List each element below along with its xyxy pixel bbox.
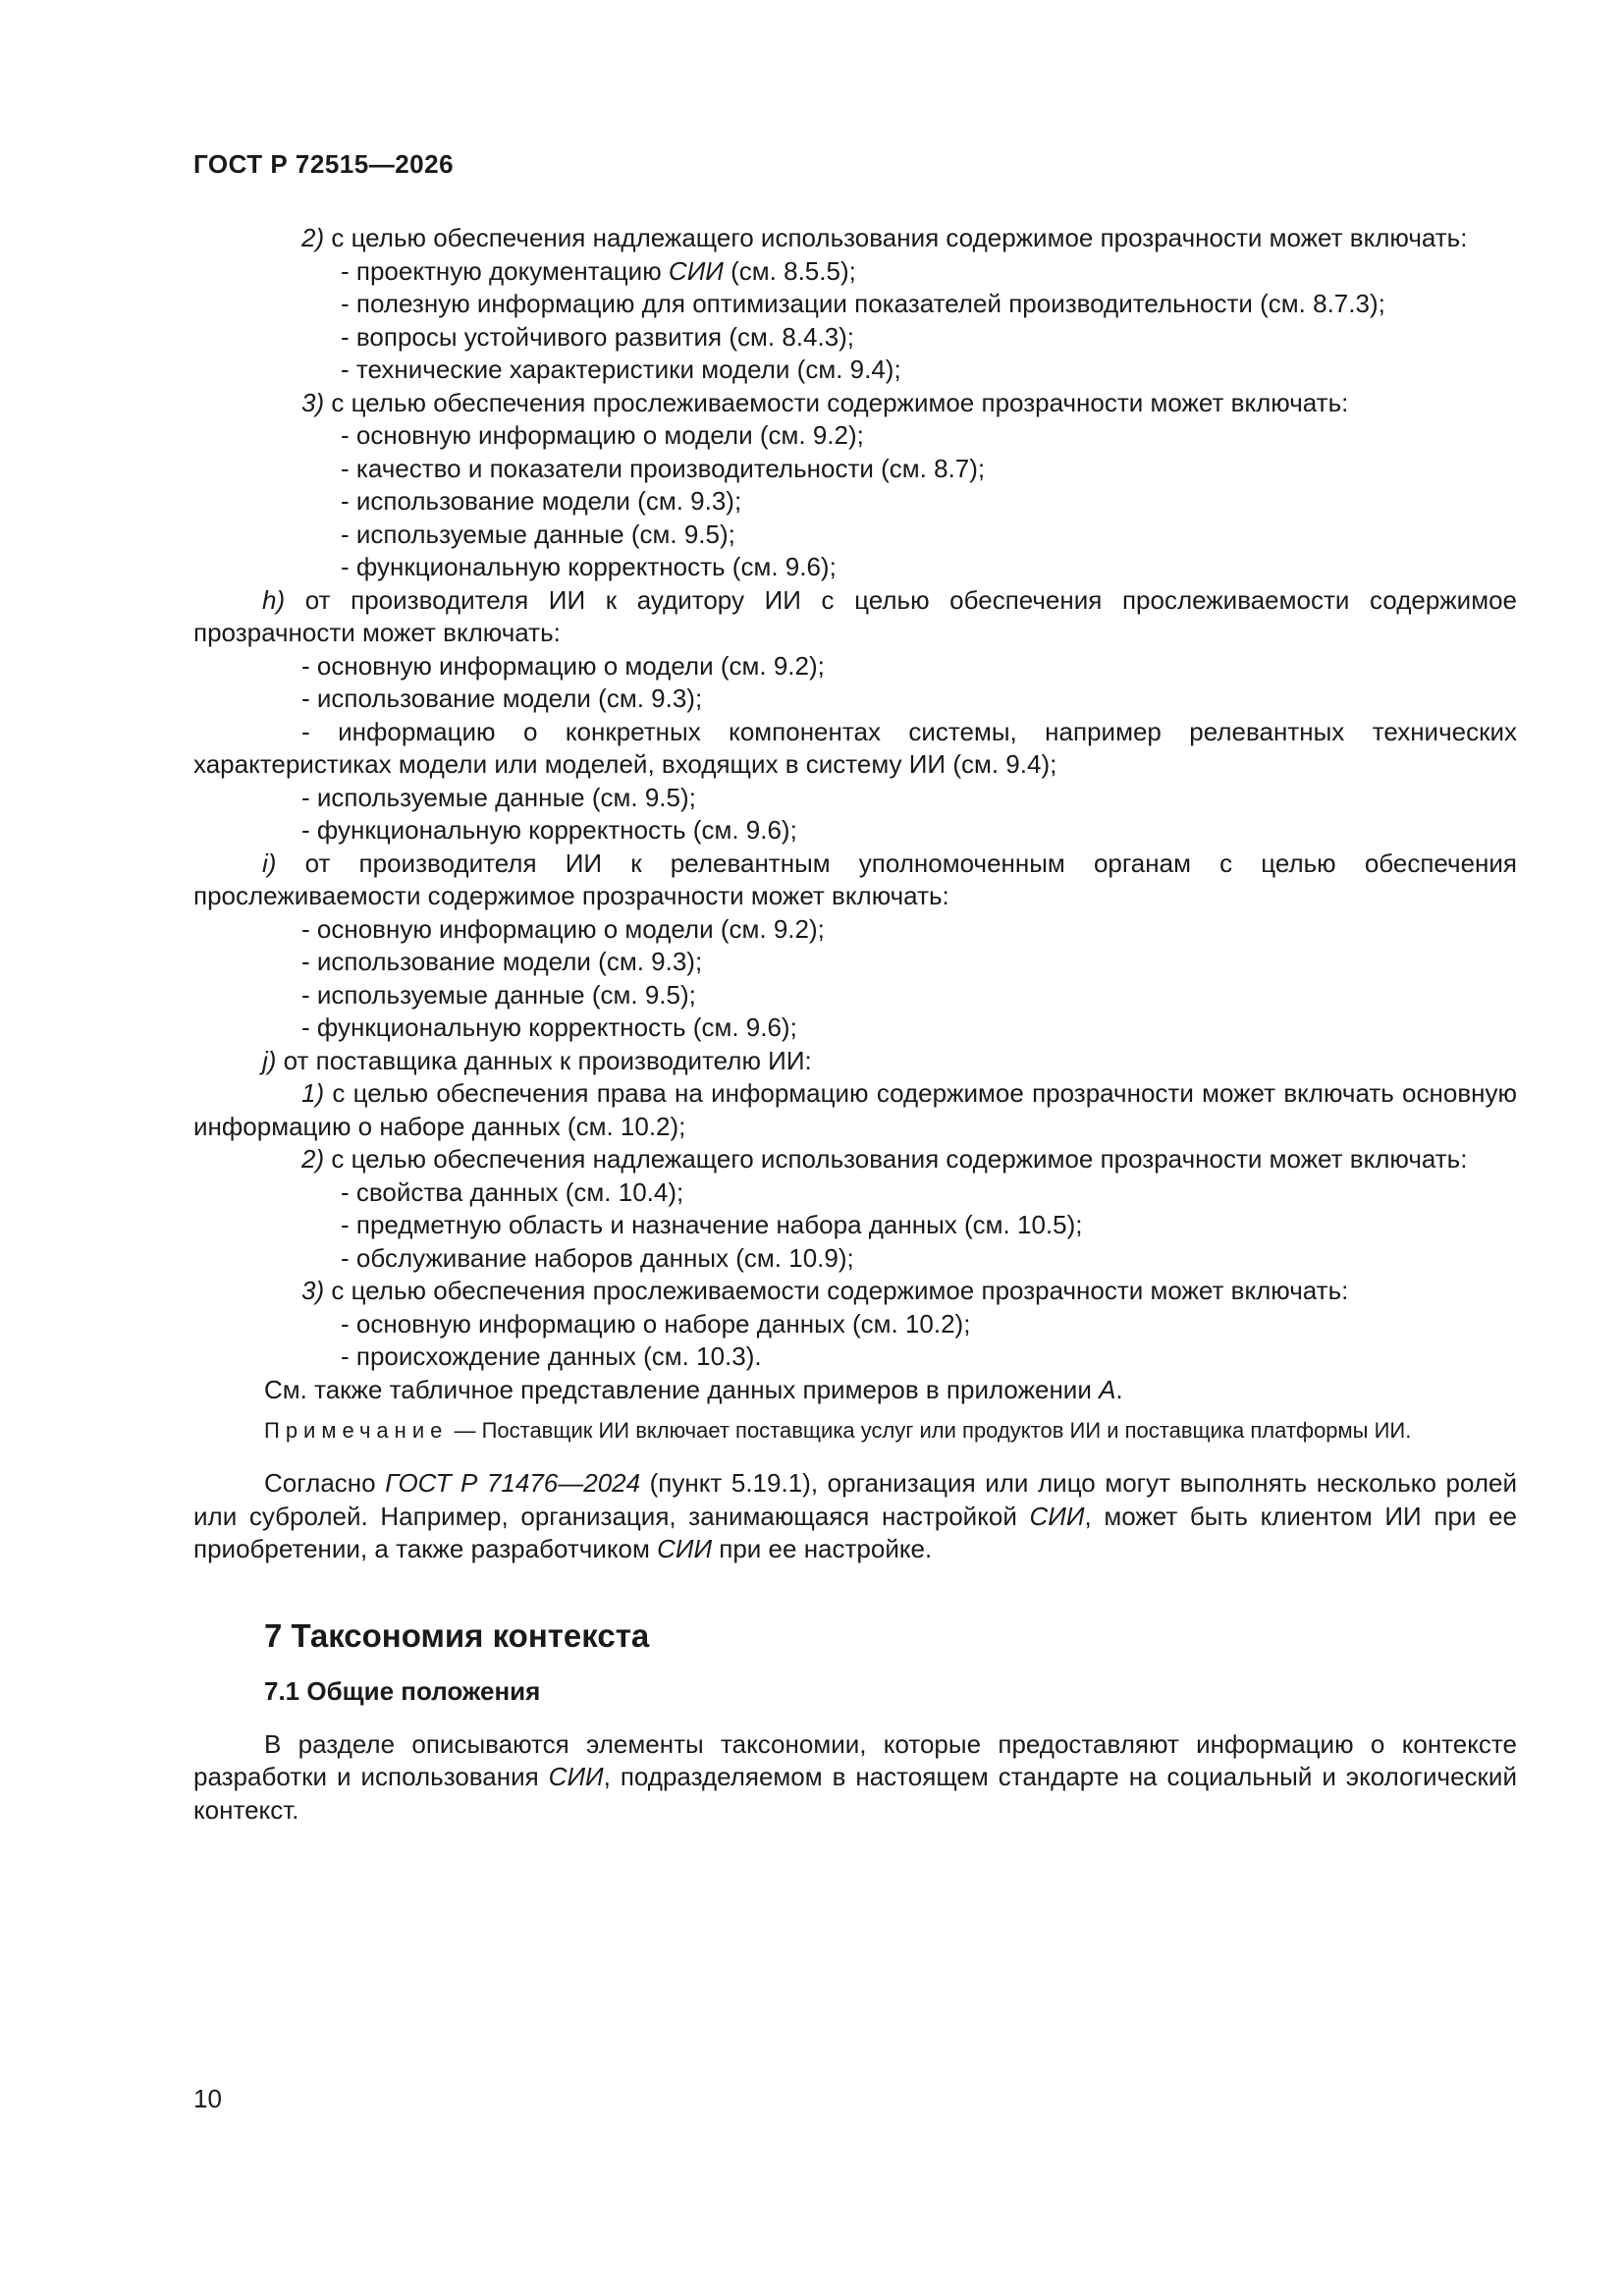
item-text: - технические характеристики модели (см. 9.4); — [341, 355, 901, 384]
item-text: от производителя ИИ к аудитору ИИ с целью обеспечения прослеживаемости содержимое прозрачности может включать: — [193, 584, 1517, 647]
list-item — [193, 387, 1517, 420]
item-text: - полезную информацию для оптимизации показателей производительности (см. 8.7.3); — [341, 289, 1385, 318]
list-item — [193, 1275, 1517, 1308]
term-sii: СИИ — [548, 1762, 604, 1791]
para-text: Согласно — [264, 1468, 386, 1498]
para-text: , подразделяемом в настоящем стандарте на социальный и экологический контекст. — [193, 1762, 1517, 1825]
term-sii: СИИ — [1029, 1501, 1085, 1531]
item-text: - основную информацию о модели (см. 9.2); — [341, 420, 864, 450]
list-item — [193, 485, 1517, 519]
list-item — [193, 1308, 1517, 1341]
item-text: от производителя ИИ к релевантным уполномоченным органам с целью обеспечения прослеживаемости содержимое прозрачности может включать: — [193, 847, 1517, 910]
item-text: - функциональную корректность (см. 9.6); — [341, 552, 837, 581]
item-text: с целью обеспечения прослеживаемости содержимое прозрачности может включать: — [324, 387, 1349, 417]
item-text: - функциональную корректность (см. 9.6); — [301, 1012, 797, 1042]
item-text: - вопросы устойчивого развития (см. 8.4.3); — [341, 321, 855, 352]
item-text: - используемые данные (см. 9.5); — [301, 782, 696, 812]
item-text-tail: . — [1115, 1374, 1123, 1404]
item-marker: 3) — [301, 1276, 325, 1305]
item-marker: 3) — [301, 387, 325, 417]
item-text: - использование модели (см. 9.3); — [301, 683, 703, 713]
item-text: - основную информацию о наборе данных (см. 10.2); — [341, 1308, 971, 1339]
list-item — [193, 1374, 1517, 1407]
standard-reference: ГОСТ Р 71476—2024 — [385, 1468, 641, 1498]
document-header: ГОСТ Р 72515—2026 — [193, 149, 455, 179]
list-item — [193, 222, 1517, 255]
item-text: - свойства данных (см. 10.4); — [341, 1176, 684, 1207]
item-marker: 2) — [301, 223, 325, 252]
item-text: - используемые данные (см. 9.5); — [301, 979, 696, 1010]
item-text: - предметную область и назначение набора данных (см. 10.5); — [341, 1210, 1083, 1239]
list-item — [193, 1077, 1517, 1143]
item-text: - происхождение данных (см. 10.3). — [341, 1341, 762, 1371]
list-item — [193, 716, 1517, 782]
list-item — [193, 1176, 1517, 1210]
item-marker: 2) — [301, 1144, 325, 1174]
note — [193, 1416, 1517, 1446]
list-item — [193, 650, 1517, 683]
item-text: См. также табличное представление данных примеров в приложении — [264, 1374, 1100, 1404]
item-text: от поставщика данных к производителю ИИ: — [276, 1045, 812, 1075]
item-italic-term: СИИ — [668, 255, 724, 286]
list-item — [193, 814, 1517, 847]
list-item — [193, 979, 1517, 1012]
item-marker: i) — [262, 847, 277, 878]
para-text: , может быть клиентом ИИ при ее приобретении, а также разработчиком — [193, 1501, 1517, 1563]
list-item — [193, 354, 1517, 387]
list-item — [193, 946, 1517, 979]
list-item — [193, 1045, 1517, 1078]
term-sii: СИИ — [657, 1534, 713, 1563]
list-item — [193, 683, 1517, 716]
item-text: с целью обеспечения прослеживаемости содержимое прозрачности может включать: — [324, 1276, 1349, 1305]
item-marker: 1) — [301, 1078, 325, 1108]
list-item — [193, 419, 1517, 453]
item-italic-term: А — [1099, 1374, 1116, 1404]
list-item — [193, 584, 1517, 650]
subsection-heading: 7.1 Общие положения — [264, 1676, 541, 1706]
list-item — [193, 847, 1517, 913]
list-item — [193, 1242, 1517, 1276]
item-text: - основную информацию о модели (см. 9.2); — [301, 913, 825, 944]
item-text: с целью обеспечения надлежащего использования содержимое прозрачности может включать: — [324, 223, 1468, 252]
item-text: - использование модели (см. 9.3); — [341, 486, 742, 516]
list-item — [193, 1143, 1517, 1176]
paragraph-roles — [193, 1467, 1517, 1566]
list-item — [193, 255, 1517, 289]
list-item — [193, 288, 1517, 321]
para-text: при ее настройке. — [712, 1534, 933, 1563]
list-item — [193, 913, 1517, 947]
note-label: Примечание — [264, 1418, 449, 1443]
item-text: - проектную документацию — [341, 255, 669, 286]
list-item — [193, 519, 1517, 552]
item-text: с целью обеспечения права на информацию содержимое прозрачности может включать основную информацию о наборе данных (см. 10.2); — [193, 1078, 1517, 1141]
section-paragraph — [193, 1728, 1517, 1828]
item-text: - основную информацию о модели (см. 9.2); — [301, 650, 825, 681]
list-item — [193, 1340, 1517, 1374]
item-text: - обслуживание наборов данных (см. 10.9); — [341, 1242, 854, 1273]
page-body — [193, 222, 1517, 1827]
note-text: — Поставщик ИИ включает поставщика услуг или продуктов ИИ и поставщика платформы ИИ. — [448, 1418, 1412, 1443]
list-item — [193, 782, 1517, 815]
para-text: (пункт 5.19.1), организация или лицо могут выполнять несколько ролей или субролей. Например, организация, занимающаяся настройкой — [193, 1468, 1517, 1531]
list-item — [193, 321, 1517, 355]
section-heading: 7 Таксономия контекста — [264, 1616, 650, 1654]
list-item — [193, 1011, 1517, 1045]
list-item — [193, 453, 1517, 486]
item-text-tail: (см. 8.5.5); — [723, 255, 856, 286]
item-text: - используемые данные (см. 9.5); — [341, 519, 735, 549]
list-section — [193, 222, 1517, 1406]
para-text: В разделе описываются элементы таксономии, которые предоставляют информацию о контексте разработки и использования — [193, 1728, 1517, 1791]
item-text: с целью обеспечения надлежащего использования содержимое прозрачности может включать: — [324, 1144, 1468, 1174]
item-text: - функциональную корректность (см. 9.6); — [301, 815, 797, 845]
item-text: - использование модели (см. 9.3); — [301, 947, 703, 976]
list-item — [193, 551, 1517, 584]
item-text: - информацию о конкретных компонентах системы, например релевантных технических характеристиках модели или моделей, входящих в систему ИИ (см. 9.4); — [193, 716, 1517, 779]
item-text: - качество и показатели производительности (см. 8.7); — [341, 453, 986, 483]
page-number: 10 — [193, 2084, 222, 2113]
item-marker: h) — [262, 584, 286, 615]
list-item — [193, 1209, 1517, 1242]
item-marker: j) — [262, 1045, 277, 1075]
